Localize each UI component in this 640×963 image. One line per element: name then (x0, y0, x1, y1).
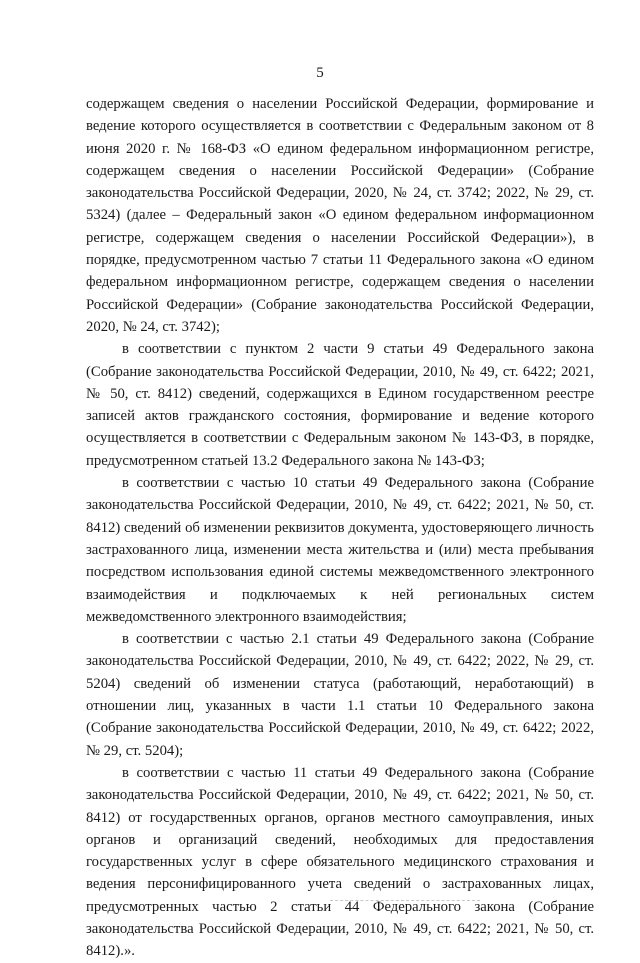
paragraph-5: в соответствии с частью 11 статьи 49 Федерального закона (Собрание законодательства Российской Федерации, 2010, № 49, ст. 6422; 2021, № 50, ст. 8412) от государственных органов, органов местного самоуправления, иных органов и организаций сведений, необходимых для предоставления государственных услуг в сфере обязательного медицинского страхования и ведения персонифицированного учета сведений о застрахованных лицах, предусмотренных частью 2 статьи 44 Федерального закона (Собрание законодательства Российской Федерации, 2010, № 49, ст. 6422; 2021, № 50, ст. 8412).». (86, 764, 594, 960)
document-body (86, 93, 594, 963)
paragraph-3: в соответствии с частью 10 статьи 49 Федерального закона (Собрание законодательства Российской Федерации, 2010, № 49, ст. 6422; 2021, № 50, ст. 8412) сведений об изменении реквизитов документа, удостоверяющего личность застрахованного лица, изменении места жительства и (или) места пребывания посредством использования единой системы межведомственного электронного взаимодействия и подключаемых к ней региональных систем межведомственного электронного взаимодействия; (86, 475, 594, 625)
paragraph-1: содержащем сведения о населении Российской Федерации, формирование и ведение которого осуществляется в соответствии с Федеральным законом от 8 июня 2020 г. № 168-ФЗ «О едином федеральном информационном регистре, содержащем сведения о населении Российской Федерации» (Собрание законодательства Российской Федерации, 2020, № 24, ст. 3742; 2022, № 29, ст. 5324) (далее – Федеральный закон «О едином федеральном информационном регистре, содержащем сведения о населении Российской Федерации»), в порядке, предусмотренном частью 7 статьи 11 Федерального закона «О едином федеральном информационном регистре, содержащем сведения о населении Российской Федерации» (Собрание законодательства Российской Федерации, 2020, № 24, ст. 3742); (86, 96, 594, 335)
paragraph-2: в соответствии с пунктом 2 части 9 статьи 49 Федерального закона (Собрание законодательства Российской Федерации, 2010, № 49, ст. 6422; 2021, № 50, ст. 8412) сведений, содержащихся в Едином государственном реестре записей актов гражданского состояния, формирование и ведение которого осуществляется в соответствии с Федеральным законом № 143-ФЗ, в порядке, предусмотренном статьей 13.2 Федерального закона № 143-ФЗ; (86, 341, 594, 469)
page-number: 5 (316, 65, 324, 81)
scan-edge-divider (330, 900, 480, 902)
paragraph-4: в соответствии с частью 2.1 статьи 49 Федерального закона (Собрание законодательства Российской Федерации, 2010, № 49, ст. 6422; 2022, № 29, ст. 5204) сведений об изменении статуса (работающий, неработающий) в отношении лиц, указанных в части 1.1 статьи 10 Федерального закона (Собрание законодательства Российской Федерации, 2010, № 49, ст. 6422; 2022, № 29, ст. 5204); (86, 631, 594, 759)
